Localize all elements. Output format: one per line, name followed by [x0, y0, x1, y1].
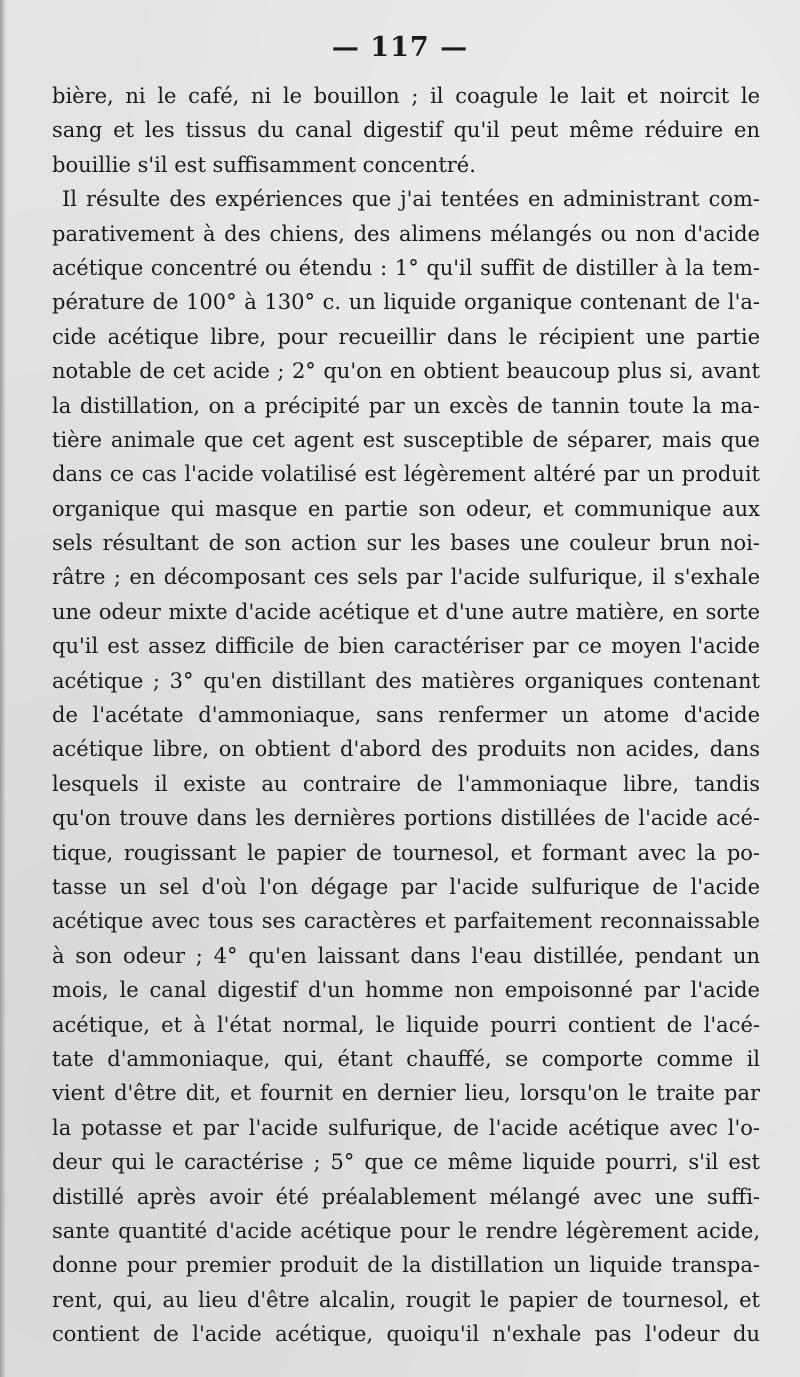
- text-line: acétique libre, on obtient d'abord des produits non acides, dans: [52, 737, 760, 762]
- text-line: acétique, et à l'état normal, le liquide pourri contient de l'acé-: [52, 1012, 760, 1037]
- text-line: dans ce cas l'acide volatilisé est légèrement altéré par un produit: [52, 462, 760, 487]
- text-line: de l'acétate d'ammoniaque, sans renfermer un atome d'acide: [52, 703, 760, 728]
- text-line: donne pour premier produit de la distillation un liquide transpa-: [52, 1253, 760, 1278]
- text-line: qu'on trouve dans les dernières portions distillées de l'acide acé-: [52, 806, 760, 831]
- text-line: bière, ni le café, ni le bouillon ; il coagule le lait et noircit le: [52, 84, 760, 108]
- text-line: râtre ; en décomposant ces sels par l'acide sulfurique, il s'exhale: [52, 565, 760, 590]
- text-line: tasse un sel d'où l'on dégage par l'acide sulfurique de l'acide: [52, 874, 760, 899]
- text-line: sang et les tissus du canal digestif qu'il peut même réduire en: [52, 118, 760, 143]
- text-line: qu'il est assez difficile de bien caractériser par ce moyen l'acide: [52, 634, 760, 659]
- text-line: sante quantité d'acide acétique pour le rendre légèrement acide,: [52, 1218, 760, 1243]
- text-line: acétique concentré ou étendu : 1° qu'il suffit de distiller à la tem-: [52, 255, 760, 280]
- text-line: sels résultant de son action sur les bases une couleur brun noi-: [52, 531, 760, 556]
- text-line: la distillation, on a précipité par un excès de tannin toute la ma-: [52, 393, 760, 418]
- text-line: acétique ; 3° qu'en distillant des matières organiques contenant: [52, 668, 760, 693]
- text-line: distillé après avoir été préalablement mélangé avec une suffi-: [52, 1184, 760, 1209]
- text-line: pérature de 100° à 130° c. un liquide organique contenant de l'a-: [52, 290, 760, 315]
- text-line: tière animale que cet agent est susceptible de séparer, mais que: [52, 427, 760, 452]
- text-line: la potasse et par l'acide sulfurique, de l'acide acétique avec l'o-: [52, 1115, 760, 1140]
- text-line: organique qui masque en partie son odeur, et communique aux: [52, 496, 760, 521]
- text-line: à son odeur ; 4° qu'en laissant dans l'eau distillée, pendant un: [52, 943, 760, 968]
- text-line: parativement à des chiens, des alimens mélangés ou non d'acide: [52, 221, 760, 246]
- text-line: Il résulte des expériences que j'ai tentées en administrant com-: [62, 187, 760, 212]
- text-line: acétique avec tous ses caractères et parfaitement reconnaissable: [52, 909, 760, 934]
- text-line: tique, rougissant le papier de tournesol, et formant avec la po-: [52, 840, 760, 865]
- body-text: [52, 79, 760, 1351]
- text-line: lesquels il existe au contraire de l'ammoniaque libre, tandis: [52, 771, 760, 796]
- page-number: — 117 —: [331, 32, 469, 63]
- text-line: contient de l'acide acétique, quoiqu'il n'exhale pas l'odeur du: [52, 1322, 760, 1347]
- text-line: cide acétique libre, pour recueillir dans le récipient une partie: [52, 324, 760, 349]
- text-line: vient d'être dit, et fournit en dernier lieu, lorsqu'on le traite par: [52, 1081, 760, 1106]
- text-line: notable de cet acide ; 2° qu'on en obtient beaucoup plus si, avant: [52, 359, 760, 384]
- text-line: bouillie s'il est suffisamment concentré.: [52, 152, 476, 177]
- text-line: tate d'ammoniaque, qui, étant chauffé, se comporte comme il: [52, 1046, 760, 1071]
- text-line: mois, le canal digestif d'un homme non empoisonné par l'acide: [52, 978, 760, 1003]
- page-edge-shadow: [0, 0, 6, 1377]
- text-line: une odeur mixte d'acide acétique et d'une autre matière, en sorte: [52, 599, 760, 624]
- text-line: rent, qui, au lieu d'être alcalin, rougit le papier de tournesol, et: [52, 1287, 760, 1312]
- text-line: deur qui le caractérise ; 5° que ce même liquide pourri, s'il est: [52, 1150, 760, 1175]
